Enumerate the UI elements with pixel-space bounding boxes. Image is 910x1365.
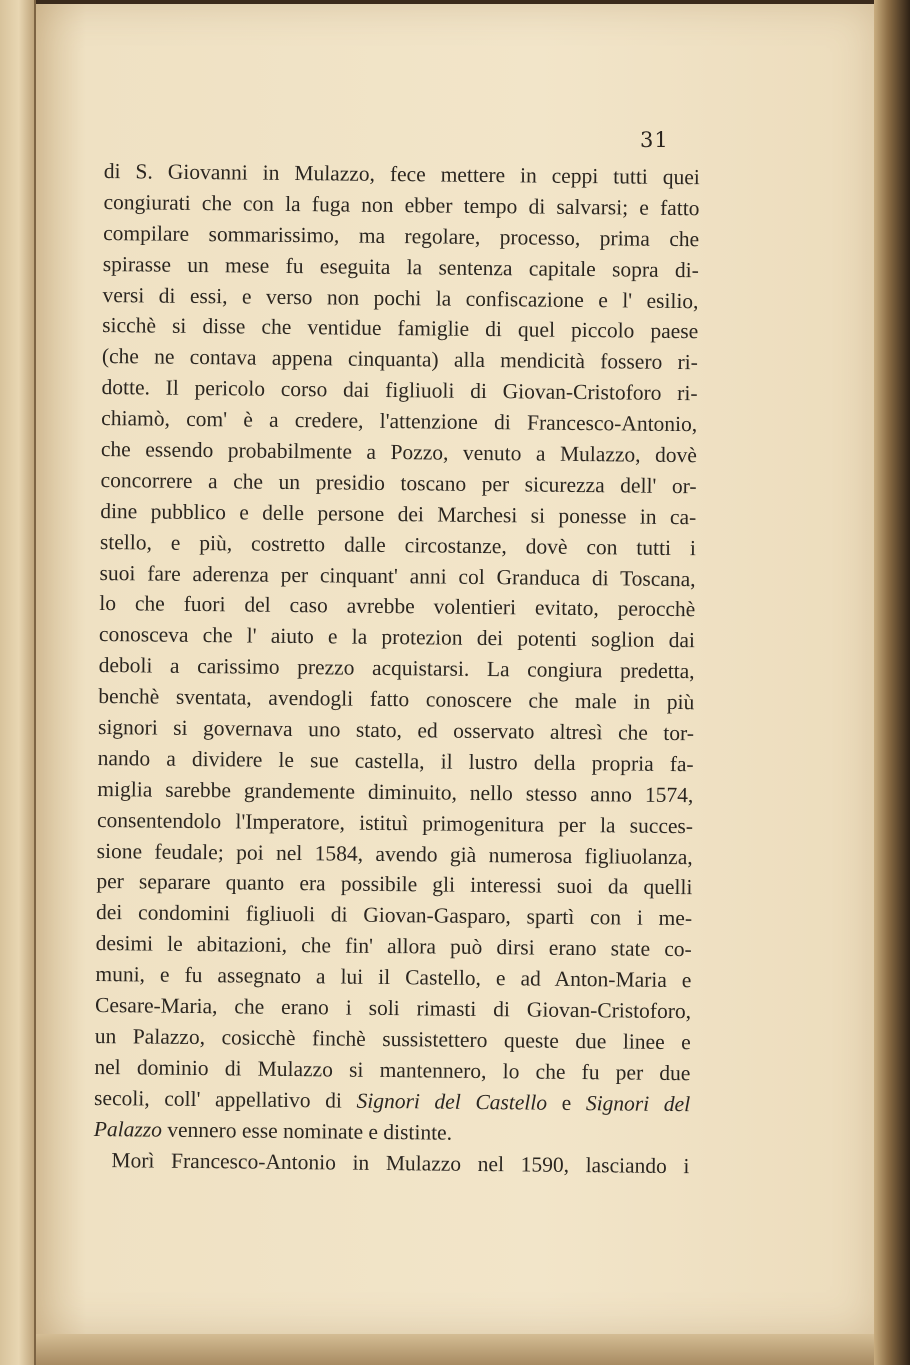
text-line: dotte. Il pericolo corso dai figliuoli di Giovan-Cristoforo ri- <box>101 375 698 406</box>
page-bottom-edge <box>36 1334 874 1365</box>
text-line: Cesare-Maria, che erano i soli rimasti di Giovan-Cristoforo, <box>94 993 692 1024</box>
text-line: di S. Giovanni in Mulazzo, fece mettere in ceppi tutti quei <box>103 158 700 190</box>
page-number: 31 <box>640 128 669 152</box>
previous-page-edge <box>0 0 36 1365</box>
text-line: dei condomini figliuoli di Giovan-Gasparo, spartì con i me- <box>95 900 693 931</box>
text-run: secoli, coll' appellativo di <box>94 1085 357 1113</box>
italic-run: Signori del Castello <box>356 1088 548 1115</box>
text-line: muni, e fu assegnato a lui il Castello, e ad Anton-Maria e <box>95 962 692 993</box>
text-line: desimi le abitazioni, che fin' allora può dirsi erano state co- <box>95 931 692 962</box>
text-line: sione feudale; poi nel 1584, avendo già numerosa figliuolanza, <box>96 838 693 869</box>
text-line: deboli a carissimo prezzo acquistarsi. La congiura predetta, <box>98 653 695 684</box>
text-line: miglia sarebbe grandemente diminuito, nello stesso anno 1574, <box>97 776 694 808</box>
text-line: conosceva che l' aiuto e la protezion dei potenti soglion dai <box>98 622 696 653</box>
text-run: e <box>546 1090 587 1115</box>
page-block-edge <box>874 0 910 1365</box>
text-line: chiamò, com' è a credere, l'attenzione di Francesco-Antonio, <box>101 406 698 437</box>
italic-run: Signori del <box>585 1090 691 1116</box>
body-text <box>93 156 700 1182</box>
text-run: vennero esse nominate e distinte. <box>161 1117 453 1145</box>
text-line: (che ne contava appena cinquanta) alla mendicità fossero ri- <box>101 344 698 375</box>
text-line: congiurati che con la fuga non ebber tempo di salvarsi; e fatto <box>103 189 700 221</box>
text-line: concorrere a che un presidio toscano per sicurezza dell' or- <box>100 467 697 499</box>
text-line: signori si governava uno stato, ed osservato altresì che tor- <box>97 715 695 746</box>
text-line: versi di essi, e verso non pochi la confiscazione e l' esilio, <box>102 282 699 313</box>
text-line: sicchè si disse che ventidue famiglie di quel piccolo paese <box>102 313 699 344</box>
text-line: compilare sommarissimo, ma regolare, processo, prima che <box>103 220 700 252</box>
text-line: suoi fare aderenza per cinquant' anni col Granduca di Toscana, <box>99 560 696 591</box>
text-line: nel dominio di Mulazzo si mantennero, lo che fu per due <box>94 1054 691 1086</box>
text-line: stello, e più, costretto dalle circostanze, dovè con tutti i <box>99 529 697 560</box>
text-line: lo che fuori del caso avrebbe volentieri evitato, perocchè <box>99 591 696 622</box>
text-line: benchè sventata, avendogli fatto conoscere che male in più <box>98 684 695 715</box>
paragraph-start-line: Morì Francesco-Antonio in Mulazzo nel 1590, lasciando i <box>111 1147 690 1178</box>
text-line: spirasse un mese fu eseguita la sentenza capitale sopra di- <box>102 251 699 282</box>
text-line: nando a dividere le sue castella, il lustro della propria fa- <box>97 745 694 777</box>
text-line: un Palazzo, cosicchè finchè sussistettero queste due linee e <box>94 1023 691 1055</box>
italic-run: Palazzo <box>93 1116 163 1142</box>
text-line: consentendolo l'Imperatore, istituì primogenitura per la succes- <box>96 807 694 838</box>
text-line: per separare quanto era possibile gli interessi suoi da quelli <box>96 869 693 900</box>
text-line: dine pubblico e delle persone dei Marchesi si ponesse in ca- <box>100 498 697 530</box>
text-line: che essendo probabilmente a Pozzo, venuto a Mulazzo, dovè <box>100 437 698 468</box>
